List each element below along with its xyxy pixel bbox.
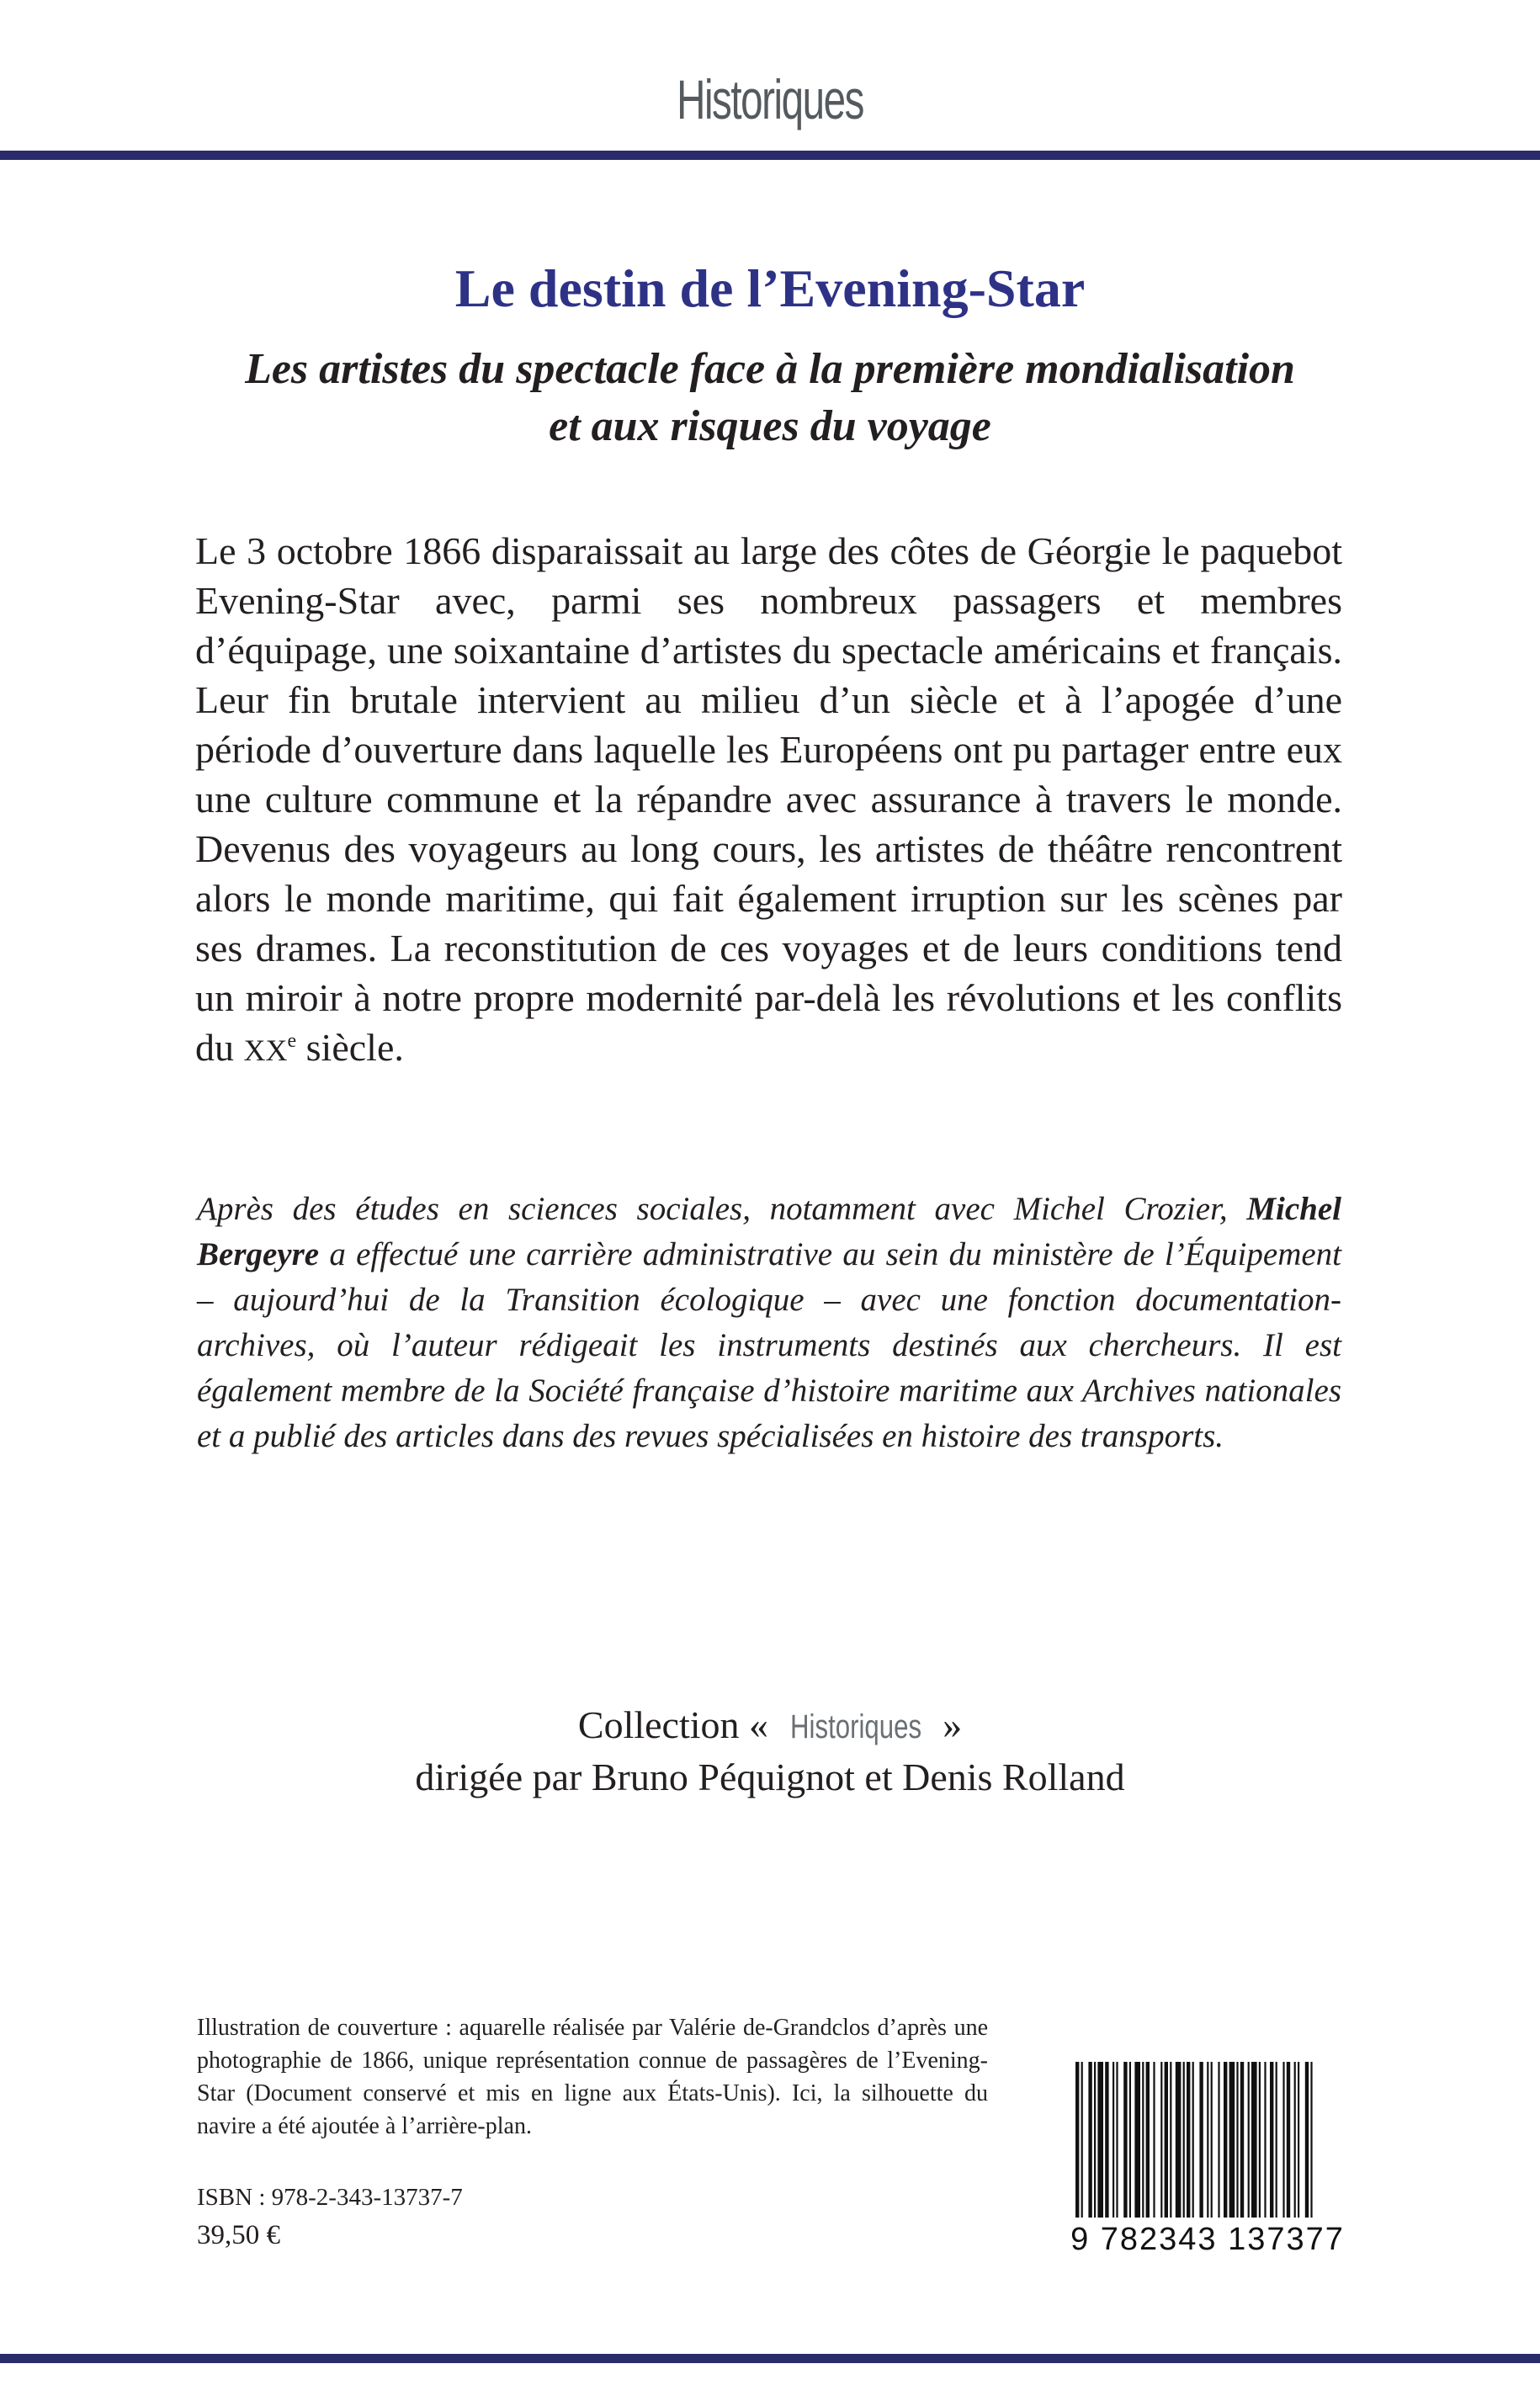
barcode-bar <box>1187 2062 1190 2218</box>
barcode-bar <box>1142 2062 1144 2218</box>
collection-name: Historiques <box>789 1708 921 1745</box>
summary-text: Le 3 octobre 1866 disparaissait au large des côtes de Géorgie le paquebot Evening-Star avec, parmi ses nombreux passagers et membres d’équipage, une soixantaine d’artistes du spectacle américains et français. Leur fin brutale intervient au milieu d’un siècle et à l’apogée d’une période d’ouverture dans laquelle les Européens ont pu partager entre eux une culture commune et la répandre avec assurance à travers le monde. Devenus des voyageurs au long cours, les artistes de théâtre rencontrent alors le monde maritime, qui fait également irruption sur les scènes par ses drames. La reconstitution de ces voyages et de leurs conditions tend un miroir à notre propre modernité par-delà les révolutions et les conflits du <box>195 529 1342 1069</box>
collection-prefix: Collection « <box>577 1703 778 1746</box>
summary-paragraph <box>195 526 1342 1076</box>
barcode-bar <box>1264 2062 1266 2218</box>
barcode-bar <box>1123 2062 1127 2218</box>
barcode-bar <box>1248 2062 1250 2218</box>
barcode <box>1069 2062 1346 2272</box>
barcode-bar <box>1282 2062 1284 2218</box>
barcode-bar <box>1240 2062 1244 2218</box>
barcode-bar <box>1105 2062 1108 2218</box>
barcode-bar <box>1270 2062 1273 2218</box>
collection-line <box>0 1700 1540 1752</box>
barcode-bar <box>1113 2062 1114 2218</box>
isbn: ISBN : 978-2-343-13737-7 <box>197 2184 463 2211</box>
barcode-bar <box>1211 2062 1213 2218</box>
barcode-bar <box>1165 2062 1168 2218</box>
bio-intro: Après des études en sciences sociales, notamment avec Michel Crozier, <box>197 1191 1247 1227</box>
barcode-bar <box>1129 2062 1131 2218</box>
series-logo: Historiques <box>677 68 863 130</box>
barcode-bar <box>1134 2062 1140 2218</box>
barcode-bar <box>1294 2062 1296 2218</box>
collection-suffix: » <box>932 1703 963 1746</box>
barcode-bar <box>1097 2062 1103 2218</box>
barcode-bar <box>1116 2062 1118 2218</box>
bio-text: a effectué une carrière administrative au sein du ministère de l’Équipement – aujourd’hui de la Transition écologique – avec une fonction documentation-archives, où l’auteur rédigeait les instruments destinés aux chercheurs. Il est également membre de la Société française d’histoire maritime aux Archives nationales et a publié des articles dans des revues spécialisées en histoire des transports. <box>197 1236 1341 1454</box>
barcode-bar <box>1075 2062 1079 2218</box>
collection-directors: dirigée par Bruno Péquignot et Denis Rolland <box>415 1756 1125 1798</box>
top-rule <box>0 151 1540 160</box>
century-suffix: e <box>287 1030 297 1052</box>
barcode-bar <box>1218 2062 1219 2218</box>
barcode-bar <box>1224 2062 1227 2218</box>
barcode-bar <box>1081 2062 1083 2218</box>
barcode-bar <box>1229 2062 1235 2218</box>
author-bio <box>197 1187 1341 1459</box>
barcode-bar <box>1199 2062 1203 2218</box>
barcode-bar <box>1310 2062 1312 2218</box>
bottom-rule <box>0 2354 1540 2363</box>
barcode-bar <box>1146 2062 1150 2218</box>
summary-ending: siècle. <box>296 1026 404 1069</box>
barcode-digits: 9 782343 137377 <box>1070 2222 1345 2257</box>
price: 39,50 € <box>197 2220 280 2250</box>
barcode-bar <box>1160 2062 1162 2218</box>
barcode-bar <box>1094 2062 1096 2218</box>
barcode-bar <box>1305 2062 1309 2218</box>
barcode-bar <box>1176 2062 1182 2218</box>
barcode-bar <box>1276 2062 1277 2218</box>
author-name: Michel Bergeyre <box>197 1191 1341 1272</box>
barcode-bar <box>1192 2062 1194 2218</box>
barcode-bar <box>1298 2062 1299 2218</box>
collection-info <box>0 1700 1540 1803</box>
barcode-bar <box>1287 2062 1290 2218</box>
subtitle-line-2: et aux risques du voyage <box>549 402 991 450</box>
subtitle-line-1: Les artistes du spectacle face à la première mondialisation <box>245 345 1295 393</box>
barcode-bar <box>1170 2062 1171 2218</box>
barcode-bar <box>1207 2062 1208 2218</box>
barcode-bar <box>1251 2062 1257 2218</box>
barcode-bar <box>1153 2062 1155 2218</box>
barcode-bar <box>1088 2062 1091 2218</box>
barcode-bar <box>1236 2062 1238 2218</box>
barcode-bar <box>1259 2062 1261 2218</box>
book-title: Le destin de l’Evening-Star <box>454 258 1086 318</box>
century-numeral: XX <box>243 1033 288 1067</box>
cover-credit: Illustration de couverture : aquarelle réalisée par Valérie de-Grandclos d’après une photographie de 1866, unique représentation connue de passagères de l’Evening-Star (Document conservé et mis en ligne aux États-Unis). Ici, la silhouette du navire a été ajoutée à l’arrière-plan. <box>197 2015 988 2139</box>
barcode-bar <box>1183 2062 1185 2218</box>
barcode-bars <box>1069 2062 1346 2222</box>
book-subtitle <box>84 341 1456 455</box>
